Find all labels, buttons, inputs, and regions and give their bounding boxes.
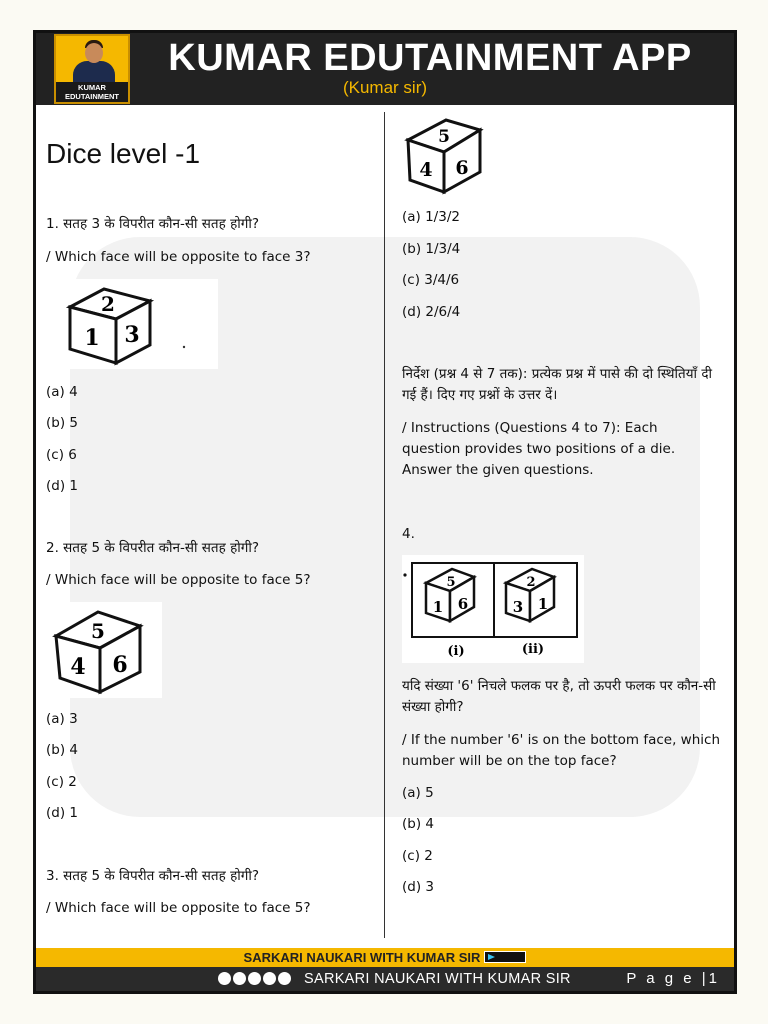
- q4-dice-image: [402, 555, 584, 663]
- q2-option-a: (a) 3: [46, 711, 78, 727]
- q1-dice-right: 3: [124, 322, 140, 348]
- footer-band-text: SARKARI NAUKARI WITH KUMAR SIR: [243, 950, 481, 965]
- q1-option-b: (b) 5: [46, 415, 78, 431]
- page-number: P a g e |1: [626, 970, 720, 987]
- social-icons: [218, 967, 293, 991]
- youtube-icon[interactable]: [278, 972, 291, 985]
- q3-dice-right: 6: [455, 157, 469, 179]
- q1-dice-svg: [60, 279, 218, 369]
- q4-number: 4.: [402, 526, 415, 542]
- q2-option-d: (d) 1: [46, 805, 78, 821]
- q3-option-a: (a) 1/3/2: [402, 209, 460, 225]
- q3-dice-top: 5: [438, 127, 450, 147]
- instructions-hindi: निर्देश (प्रश्न 4 से 7 तक): प्रत्येक प्रश्न में पासे की दो स्थितियाँ दी गई हैं। दिए गए प्रश्नों के उत्तर दें।: [402, 366, 712, 403]
- q3-option-b: (b) 1/3/4: [402, 241, 461, 257]
- q2-option-b: (b) 4: [46, 742, 78, 758]
- q3-english: / Which face will be opposite to face 5?: [46, 900, 311, 916]
- q3-dice-image: [400, 112, 496, 198]
- app-subtitle: (Kumar sir): [342, 78, 428, 97]
- q1-dice-image: [60, 279, 218, 369]
- instructions-english: / Instructions (Questions 4 to 7): Each question provides two positions of a die. Answer the given questions.: [402, 420, 676, 478]
- app-title: KUMAR EDUTAINMENT APP: [168, 37, 692, 79]
- q3-dice-svg: [400, 112, 496, 198]
- logo-line1: KUMAR: [78, 83, 106, 92]
- q2-dice-image: [46, 602, 162, 698]
- logo-text: [56, 82, 128, 102]
- q4ii-dice-left: 3: [512, 598, 524, 616]
- footer-bar-text: SARKARI NAUKARI WITH KUMAR SIR: [304, 971, 571, 987]
- q3-hindi: 3. सतह 5 के विपरीत कौन-सी सतह होगी?: [46, 868, 260, 884]
- logo-head: [85, 43, 103, 63]
- q4-option-a: (a) 5: [402, 785, 434, 801]
- q2-dice-svg: [46, 602, 162, 698]
- q3-dice-left: 4: [419, 159, 433, 181]
- q1-dice-top: 2: [101, 292, 115, 316]
- q2-option-c: (c) 2: [46, 774, 77, 790]
- q4ii-label: (ii): [521, 642, 545, 657]
- logo-line2: EDUTAINMENT: [64, 92, 120, 101]
- q3-option-d: (d) 2/6/4: [402, 304, 461, 320]
- q1-hindi: 1. सतह 3 के विपरीत कौन-सी सतह होगी?: [46, 216, 260, 232]
- chat-icon[interactable]: [263, 972, 276, 985]
- q4ii-dice-right: 1: [537, 595, 549, 613]
- play-store-icon[interactable]: [484, 951, 526, 963]
- q4i-label: (i): [447, 644, 465, 659]
- q1-english: / Which face will be opposite to face 3?: [46, 249, 311, 265]
- q1-option-a: (a) 4: [46, 384, 78, 400]
- q4-option-d: (d) 3: [402, 879, 434, 895]
- q4i-dice-left: 1: [432, 598, 444, 616]
- q2-hindi: 2. सतह 5 के विपरीत कौन-सी सतह होगी?: [46, 540, 260, 556]
- q4-option-b: (b) 4: [402, 816, 434, 832]
- q4ii-dice-top: 2: [526, 575, 536, 590]
- facebook-icon[interactable]: [218, 972, 231, 985]
- q1-dice-left: 1: [84, 325, 100, 351]
- q2-dice-left: 4: [70, 654, 86, 680]
- telegram-icon[interactable]: [233, 972, 246, 985]
- q4-hindi: यदि संख्या '6' निचले फलक पर है, तो ऊपरी फलक पर कौन-सी संख्या होगी?: [402, 678, 716, 715]
- q1-option-c: (c) 6: [46, 447, 77, 463]
- q3-option-c: (c) 3/4/6: [402, 272, 460, 288]
- footer-band: [36, 948, 734, 967]
- q2-dice-right: 6: [112, 652, 128, 678]
- q2-dice-top: 5: [91, 619, 105, 643]
- app-logo: [54, 34, 130, 104]
- q4-english: / If the number '6' is on the bottom face, which number will be on the top face?: [402, 732, 721, 769]
- q2-english: / Which face will be opposite to face 5?: [46, 572, 311, 588]
- q4-dice-svg: [402, 555, 584, 663]
- q4i-dice-right: 6: [457, 595, 469, 613]
- footer-bar: [36, 967, 734, 991]
- q4i-dice-top: 5: [446, 575, 456, 590]
- instagram-icon[interactable]: [248, 972, 261, 985]
- column-divider: [384, 112, 385, 938]
- q1-option-d: (d) 1: [46, 478, 78, 494]
- page-heading: Dice level -1: [46, 138, 201, 169]
- q4-option-c: (c) 2: [402, 848, 433, 864]
